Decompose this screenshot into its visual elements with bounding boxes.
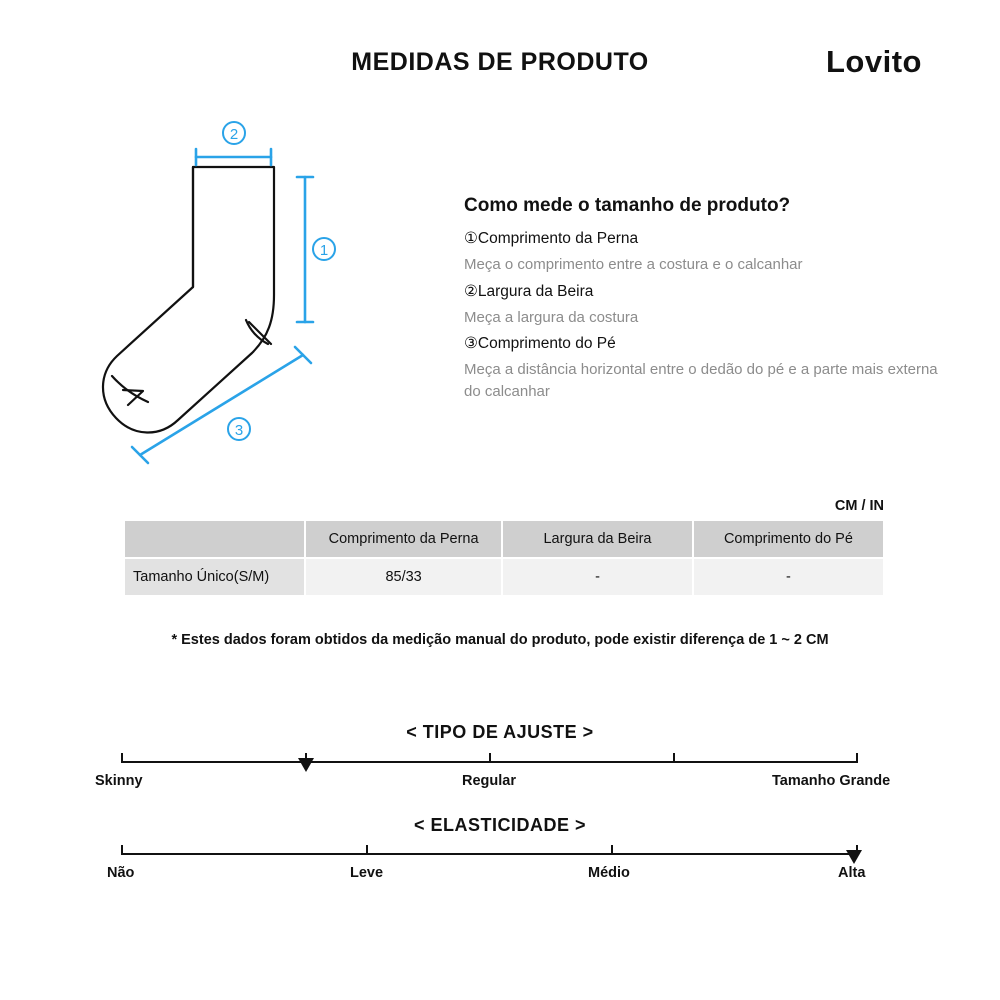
fit-scale-label-regular: Regular [462,773,516,789]
size-table [123,519,885,597]
elasticity-scale-label-none: Não [107,865,135,881]
units-label: CM / IN [834,498,884,514]
sock-diagram [60,115,460,475]
fit-scale-label-oversize: Tamanho Grande [772,773,891,789]
elasticity-scale-title: < ELASTICIDADE > [413,815,587,835]
page-title: MEDIDAS DE PRODUTO [351,48,649,76]
measure-item-2-label: ②Largura da Beira [464,282,594,300]
svg-text:2: 2 [229,126,239,143]
svg-text:3: 3 [234,422,244,439]
table-cell-cuff-width: - [503,559,692,595]
table-header-leg-length: Comprimento da Perna [306,521,501,557]
measure-item-3-label: ③Comprimento do Pé [464,335,616,353]
measure-item-2-desc: Meça a largura da costura [464,308,639,326]
fit-scale-axis [0,748,1000,776]
elasticity-scale-marker [846,850,862,864]
brand-logo: Lovito [826,44,922,79]
table-cell-leg-length: 85/33 [306,559,501,595]
page-header [0,44,1000,92]
how-to-measure [464,195,964,403]
svg-text:1: 1 [319,242,329,259]
table-cell-size-name: Tamanho Único(S/M) [125,559,304,595]
elasticity-scale-label-medium: Médio [588,865,630,881]
table-cell-foot-length: - [694,559,883,595]
elasticity-scale-label-light: Leve [350,865,384,881]
measure-item-1-label: ①Comprimento da Perna [464,230,639,247]
how-to-measure-title: Como mede o tamanho de produto? [464,195,791,216]
fit-scale-label-skinny: Skinny [95,773,143,789]
fit-scale-title: < TIPO DE AJUSTE > [406,722,594,742]
table-header-foot-length: Comprimento do Pé [694,521,883,557]
table-header-cuff-width: Largura da Beira [503,521,692,557]
measure-item-3-desc: Meça a distância horizontal entre o dedão do pé e a parte mais externa do calcanhar [464,361,938,401]
table-header-blank [125,521,304,557]
table-row [125,559,883,595]
table-header-row [125,521,883,557]
measurement-note: * Estes dados foram obtidos da medição manual do produto, pode existir diferença de 1 ~ 2 CM [171,632,829,648]
measure-item-1-desc: Meça o comprimento entre a costura e o calcanhar [464,255,803,273]
fit-scale-marker [298,758,314,772]
elasticity-scale-label-high: Alta [838,865,866,881]
elasticity-scale-axis [0,840,1000,868]
